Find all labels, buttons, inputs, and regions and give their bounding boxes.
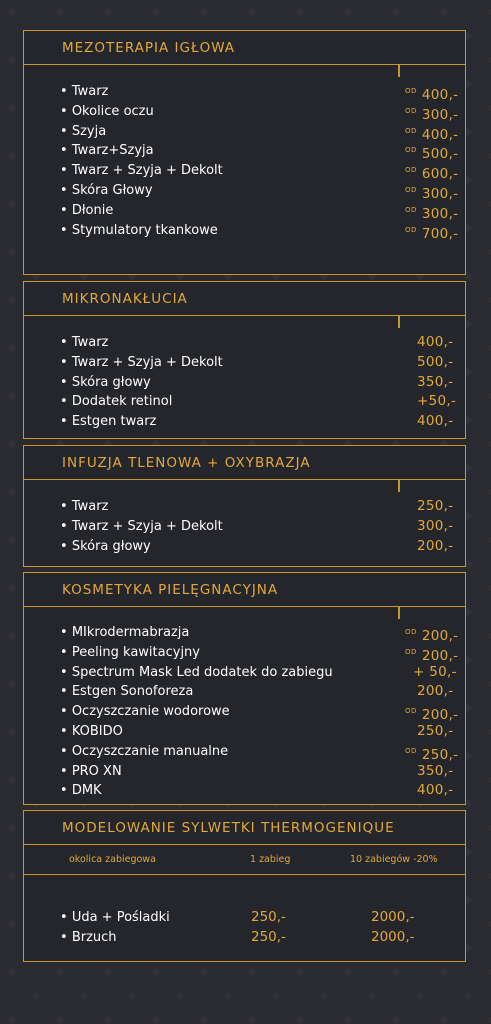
price-one: 250,- <box>251 909 286 925</box>
column-header-ten: 10 zabiegów -20% <box>350 854 438 865</box>
column-headers <box>24 844 465 875</box>
price-list <box>60 497 465 556</box>
section-header <box>24 811 465 845</box>
list-item: • Brzuch 250,- 2000,- <box>60 928 465 948</box>
list-item: • Okolice oczu $^{OD}$ 300,- <box>60 102 465 122</box>
list-item: • Uda + Pośladki 250,- 2000,- <box>60 908 465 928</box>
item-price: $^{OD}$ 500,- <box>405 146 459 163</box>
column-header-area: okolica zabiegowa <box>69 854 156 865</box>
item-price: 200,- <box>417 537 454 554</box>
list-item: • Stymulatory tkankowe $^{OD}$ 700,- <box>60 221 465 241</box>
list-item: • Skóra Głowy $^{OD}$ 300,- <box>60 181 465 201</box>
item-price: $^{OD}$ 400,- <box>405 87 459 103</box>
section-title: KOSMETYKA PIELĘGNACYJNA <box>62 581 279 598</box>
list-item: • Skóra głowy 350,- <box>60 373 465 393</box>
list-item: • Twarz $^{OD}$ 400,- <box>60 82 465 102</box>
price-list <box>60 623 465 801</box>
item-price: $^{OD}$ 300,- <box>405 185 459 202</box>
list-item: • Szyja $^{OD}$ 400,- <box>60 122 465 142</box>
list-item: • Oczyszczanie manualne $^{OD}$ 250,- <box>60 742 465 762</box>
item-price: 400,- <box>417 334 454 350</box>
divider-tick <box>398 479 400 492</box>
list-item: • MIkrodermabrazja $^{OD}$ 200,- <box>60 623 465 643</box>
item-price: 300,- <box>417 517 454 534</box>
item-price: $^{OD}$ 600,- <box>405 166 459 183</box>
list-item: • Skóra głowy 200,- <box>60 537 465 557</box>
list-item: • Spectrum Mask Led dodatek do zabiegu + 50,- <box>60 663 465 683</box>
list-item: • Twarz 250,- <box>60 497 465 517</box>
price-ten: 2000,- <box>371 928 415 945</box>
list-item: • Twarz+Szyja $^{OD}$ 500,- <box>60 141 465 161</box>
price-one: 250,- <box>251 928 286 945</box>
item-price: $^{OD}$ 400,- <box>405 126 459 143</box>
divider-tick <box>398 315 400 328</box>
item-price: $^{OD}$ 200,- <box>405 707 459 724</box>
list-item: • Dłonie $^{OD}$ 300,- <box>60 201 465 221</box>
item-price: $^{OD}$ 250,- <box>405 746 459 763</box>
section-mikronaklucia <box>23 281 466 439</box>
list-item: • KOBIDO 250,- <box>60 722 465 742</box>
list-item: • Twarz 400,- <box>60 333 465 353</box>
item-price: $^{OD}$ 200,- <box>405 628 459 644</box>
section-title: MEZOTERAPIA IGŁOWA <box>62 39 236 56</box>
list-item: • Peeling kawitacyjny $^{OD}$ 200,- <box>60 643 465 663</box>
section-title: INFUZJA TLENOWA + OXYBRAZJA <box>62 454 311 471</box>
item-price: 350,- <box>417 373 454 390</box>
price-list <box>60 908 465 948</box>
price-list <box>60 82 465 240</box>
list-item: • Twarz + Szyja + Dekolt 500,- <box>60 353 465 373</box>
item-price: 200,- <box>417 683 454 700</box>
list-item: • PRO XN 350,- <box>60 762 465 782</box>
item-price: $^{OD}$ 200,- <box>405 647 459 664</box>
section-header <box>24 446 465 480</box>
list-item: • Estgen twarz 400,- <box>60 412 465 432</box>
section-title: MIKRONAKŁUCIA <box>62 290 188 307</box>
item-price: $^{OD}$ 700,- <box>405 225 459 242</box>
item-price: 250,- <box>417 722 454 739</box>
item-price: $^{OD}$ 300,- <box>405 106 459 123</box>
list-item: • Twarz + Szyja + Dekolt $^{OD}$ 600,- <box>60 161 465 181</box>
item-price: $^{OD}$ 300,- <box>405 205 459 222</box>
item-price: + 50,- <box>413 663 457 680</box>
item-price: 500,- <box>417 353 454 370</box>
section-modelowanie <box>23 810 466 962</box>
item-price: 400,- <box>417 413 454 430</box>
item-price: 250,- <box>417 498 454 514</box>
section-infuzja <box>23 445 466 567</box>
list-item: • Dodatek retinol +50,- <box>60 392 465 412</box>
section-mezoterapia <box>23 30 466 275</box>
list-item: • Oczyszczanie wodorowe $^{OD}$ 200,- <box>60 702 465 722</box>
divider-tick <box>398 606 400 619</box>
price-ten: 2000,- <box>371 909 415 925</box>
price-list <box>60 333 465 432</box>
section-header <box>24 282 465 316</box>
section-kosmetyka <box>23 572 466 805</box>
list-item: • DMK 400,- <box>60 781 465 801</box>
list-item: • Estgen Sonoforeza 200,- <box>60 682 465 702</box>
divider-tick <box>398 64 400 77</box>
section-header <box>24 31 465 65</box>
section-header <box>24 573 465 607</box>
item-price: +50,- <box>417 393 457 410</box>
item-price: 350,- <box>417 762 454 779</box>
item-price: 400,- <box>417 782 454 799</box>
list-item: • Twarz + Szyja + Dekolt 300,- <box>60 517 465 537</box>
column-header-one: 1 zabieg <box>250 854 291 865</box>
section-title: MODELOWANIE SYLWETKI THERMOGENIQUE <box>62 819 395 836</box>
